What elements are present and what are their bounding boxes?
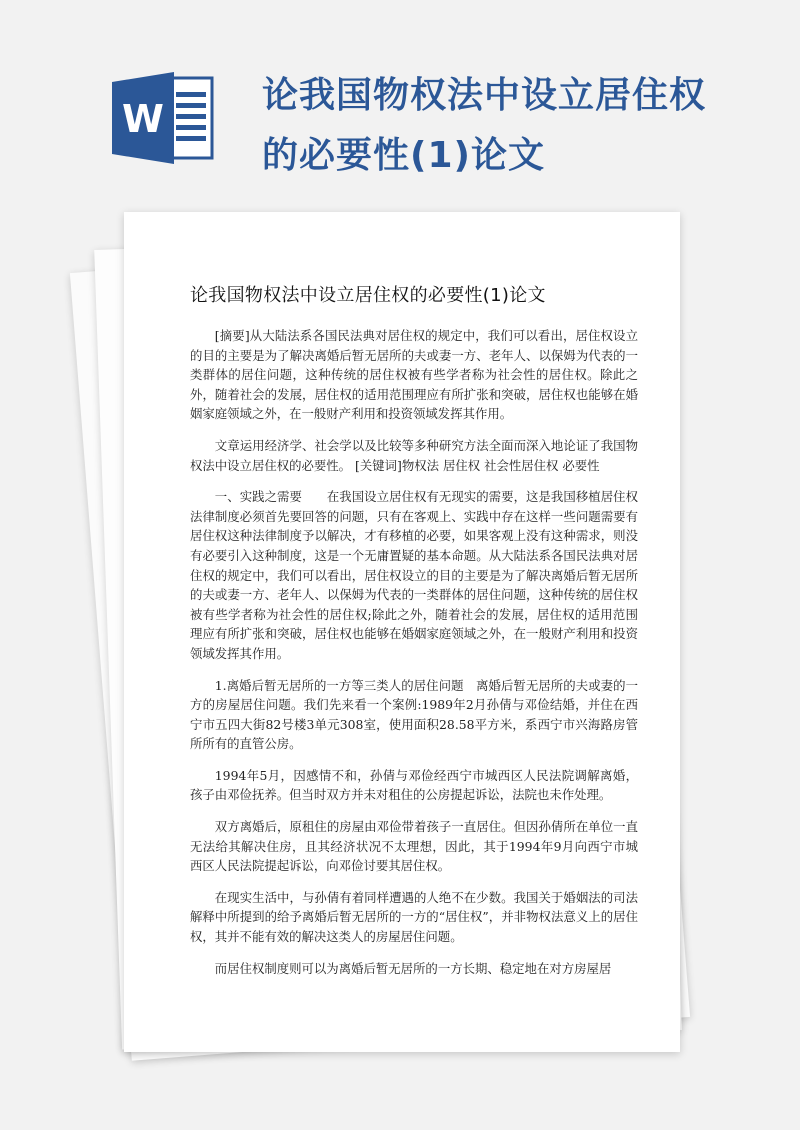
paragraph-lawsuit: 双方离婚后，原租住的房屋由邓俭带着孩子一直居住。但因孙倩所在单位一直无法给其解决住房，且其经济状况不太理想，因此，其于1994年9月向西宁市城西区人民法院提起诉讼，向邓俭讨要其居住权。	[190, 819, 638, 874]
word-icon-letter: W	[122, 97, 164, 141]
word-doc-icon	[112, 72, 216, 164]
paragraph-reality: 在现实生活中，与孙倩有着同样遭遇的人绝不在少数。我国关于婚姻法的司法解释中所提到的给予离婚后暂无居所的一方的“居住权”，并非物权法意义上的居住权，其并不能有效的解决这类人的房屋居住问题。	[190, 889, 638, 945]
paragraph-practice: 一、实践之需要 在我国设立居住权有无现实的需要，这是我国移植居住权法律制度必须首先要回答的问题，只有在客观上、实践中存在这样一些问题需要有居住权这种法律制度予以解决，才有移植的必要，如果客观上没有这种需求，则没有必要引入这种制度，这是一个无庸置疑的基本命题。从大陆法系各国民法典对居住权的规定中，我们可以看出，居住权设立的目的主要是为了解决离婚后暂无居所的夫或妻一方、老年人、以保姆为代表的一类群体的居住问题，这种传统的居住权被有些学者称为社会性的居住权;除此之外，随着社会的发展，居住权的适用范围理应有所扩张和突破，居住权也能够在婚姻家庭领域之外，在一般财产利用和投资领域发挥其作用。	[190, 489, 638, 661]
paragraph-keywords: 文章运用经济学、社会学以及比较等多种研究方法全面而深入地论证了我国物权法中设立居住权的必要性。 [关键词]物权法 居住权 社会性居住权 必要性	[190, 437, 638, 473]
document-body	[190, 326, 638, 979]
page-title: 论我国物权法中设立居住权的必要性(1)论文	[262, 75, 707, 176]
paragraph-abstract: [摘要]从大陆法系各国民法典对居住权的规定中，我们可以看出，居住权设立的目的主要是为了解决离婚后暂无居所的夫或妻一方、老年人、以保姆为代表的一类群体的居住问题，这种传统的居住权被有些学者称为社会性的居住权。除此之外，随着社会的发展，居住权的适用范围理应有所扩张和突破，居住权也能够在婚姻家庭领域之外，在一般财产利用和投资领域发挥其作用。	[190, 328, 638, 422]
document-title: 论我国物权法中设立居住权的必要性(1)论文	[190, 285, 546, 306]
paragraph-case: 1.离婚后暂无居所的一方等三类人的居住问题 离婚后暂无居所的夫或妻的一方的房屋居住问题。我们先来看一个案例:1989年2月孙倩与邓俭结婚，并住在西宁市五四大街82号楼3单元308室，使用面积28.58平方米，系西宁市兴海路房管所所有的直管公房。	[190, 677, 638, 752]
paragraph-divorce: 1994年5月，因感情不和，孙倩与邓俭经西宁市城西区人民法院调解离婚，孩子由邓俭抚养。但当时双方并未对租住的公房提起诉讼，法院也未作处理。	[190, 767, 638, 803]
paragraph-continued: 而居住权制度则可以为离婚后暂无居所的一方长期、稳定地在对方房屋居	[214, 960, 612, 976]
